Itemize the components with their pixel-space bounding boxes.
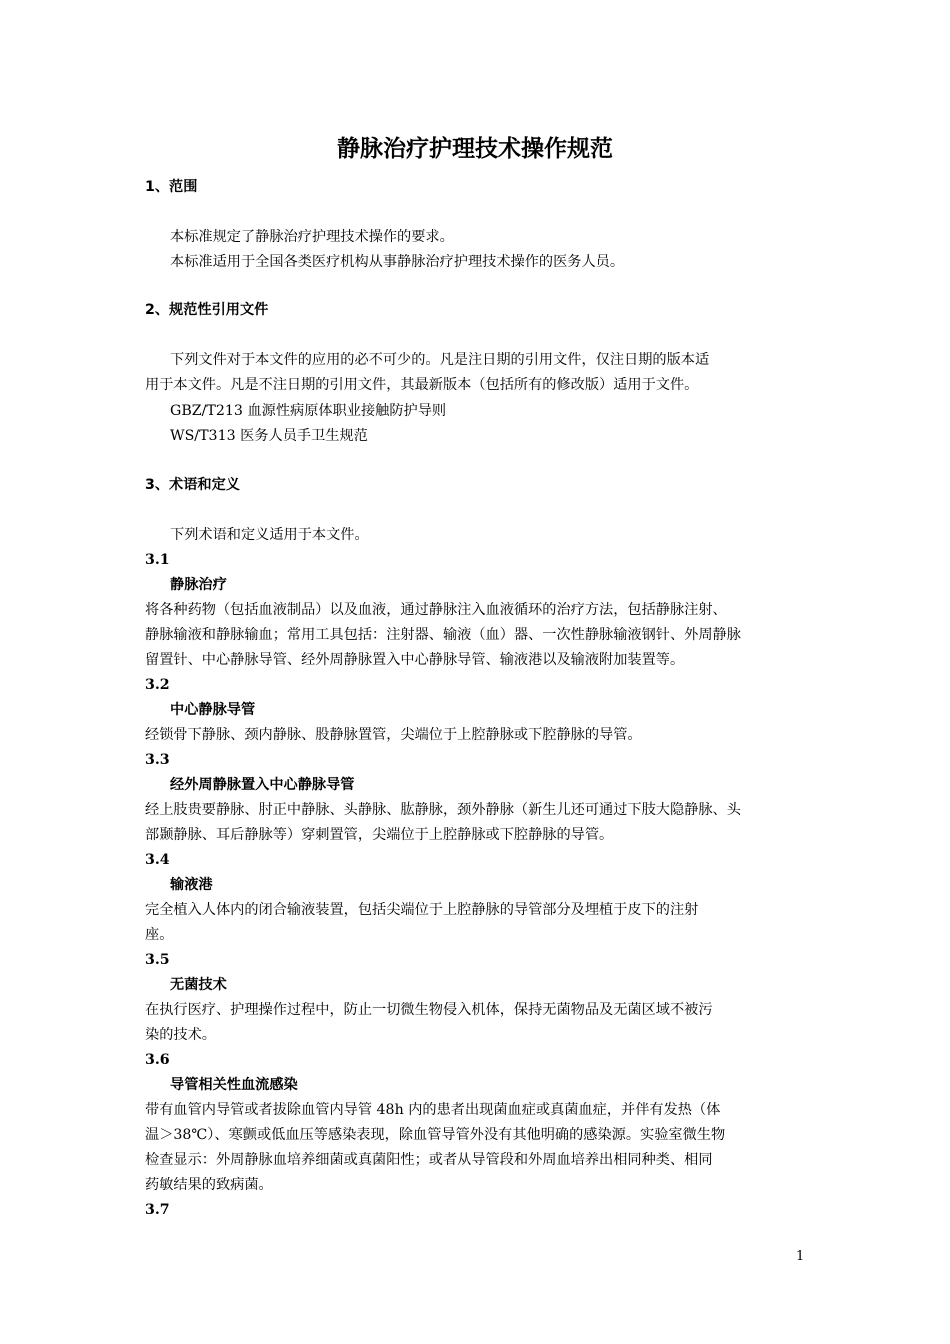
definition-line: 在执行医疗、护理操作过程中，防止一切微生物侵入机体，保持无菌物品及无菌区域不被污	[145, 1002, 713, 1018]
term-title: 无菌技术	[170, 977, 227, 993]
definition-line: 带有血管内导管或者拔除血管内导管 48h 内的患者出现菌血症或真菌血症，并伴有发热（体	[145, 1102, 721, 1118]
section-heading-scope: 1、范围	[145, 179, 198, 195]
definition-line: 完全植入人体内的闭合输液装置，包括尖端位于上腔静脉的导管部分及埋植于皮下的注射	[145, 902, 699, 918]
term-title: 静脉治疗	[170, 577, 227, 593]
definition-line: 静脉输液和静脉输血；常用工具包括：注射器、输液（血）器、一次性静脉输液钢针、外周静脉	[145, 627, 741, 643]
definition-line: 经上肢贵要静脉、肘正中静脉、头静脉、肱静脉，颈外静脉（新生儿还可通过下肢大隐静脉、头	[145, 802, 741, 818]
reference-item: GBZ/T213 血源性病原体职业接触防护导则	[170, 403, 447, 419]
term-number: 3.4	[145, 852, 170, 868]
paragraph: 本标准规定了静脉治疗护理技术操作的要求。	[170, 229, 454, 245]
paragraph-line: 下列文件对于本文件的应用的必不可少的。凡是注日期的引用文件，仅注日期的版本适	[170, 352, 710, 368]
section-heading-terms-definitions: 3、术语和定义	[145, 477, 240, 493]
term-title: 中心静脉导管	[170, 702, 256, 718]
paragraph: 下列术语和定义适用于本文件。	[170, 527, 369, 543]
term-number: 3.7	[145, 1202, 170, 1218]
definition-line: 将各种药物（包括血液制品）以及血液，通过静脉注入血液循环的治疗方法，包括静脉注射、	[145, 602, 727, 618]
document-title: 静脉治疗护理技术操作规范	[337, 136, 613, 162]
paragraph-line: 用于本文件。凡是不注日期的引用文件，其最新版本（包括所有的修改版）适用于文件。	[145, 377, 699, 393]
page-number: 1	[796, 1249, 805, 1264]
definition-line: 经锁骨下静脉、颈内静脉、股静脉置管，尖端位于上腔静脉或下腔静脉的导管。	[145, 727, 642, 743]
term-number: 3.6	[145, 1052, 170, 1068]
definition-line: 检查显示：外周静脉血培养细菌或真菌阳性；或者从导管段和外周血培养出相同种类、相同	[145, 1152, 713, 1168]
definition-line: 药敏结果的致病菌。	[145, 1177, 273, 1193]
definition-line: 座。	[145, 927, 174, 943]
term-number: 3.3	[145, 752, 170, 768]
definition-line: 温＞38℃）、寒颤或低血压等感染表现，除血管导管外没有其他明确的感染源。实验室微生物	[145, 1127, 726, 1143]
reference-item: WS/T313 医务人员手卫生规范	[170, 428, 368, 444]
definition-line: 部颞静脉、耳后静脉等）穿刺置管，尖端位于上腔静脉或下腔静脉的导管。	[145, 827, 614, 843]
paragraph: 本标准适用于全国各类医疗机构从事静脉治疗护理技术操作的医务人员。	[170, 254, 625, 270]
definition-line: 留置针、中心静脉导管、经外周静脉置入中心静脉导管、输液港以及输液附加装置等。	[145, 652, 685, 668]
term-number: 3.5	[145, 952, 170, 968]
term-title: 经外周静脉置入中心静脉导管	[170, 777, 355, 793]
definition-line: 染的技术。	[145, 1027, 216, 1043]
term-number: 3.2	[145, 677, 170, 693]
term-title: 导管相关性血流感染	[170, 1077, 298, 1093]
term-title: 输液港	[170, 877, 213, 893]
term-number: 3.1	[145, 552, 170, 568]
section-heading-normative-references: 2、规范性引用文件	[145, 302, 269, 318]
